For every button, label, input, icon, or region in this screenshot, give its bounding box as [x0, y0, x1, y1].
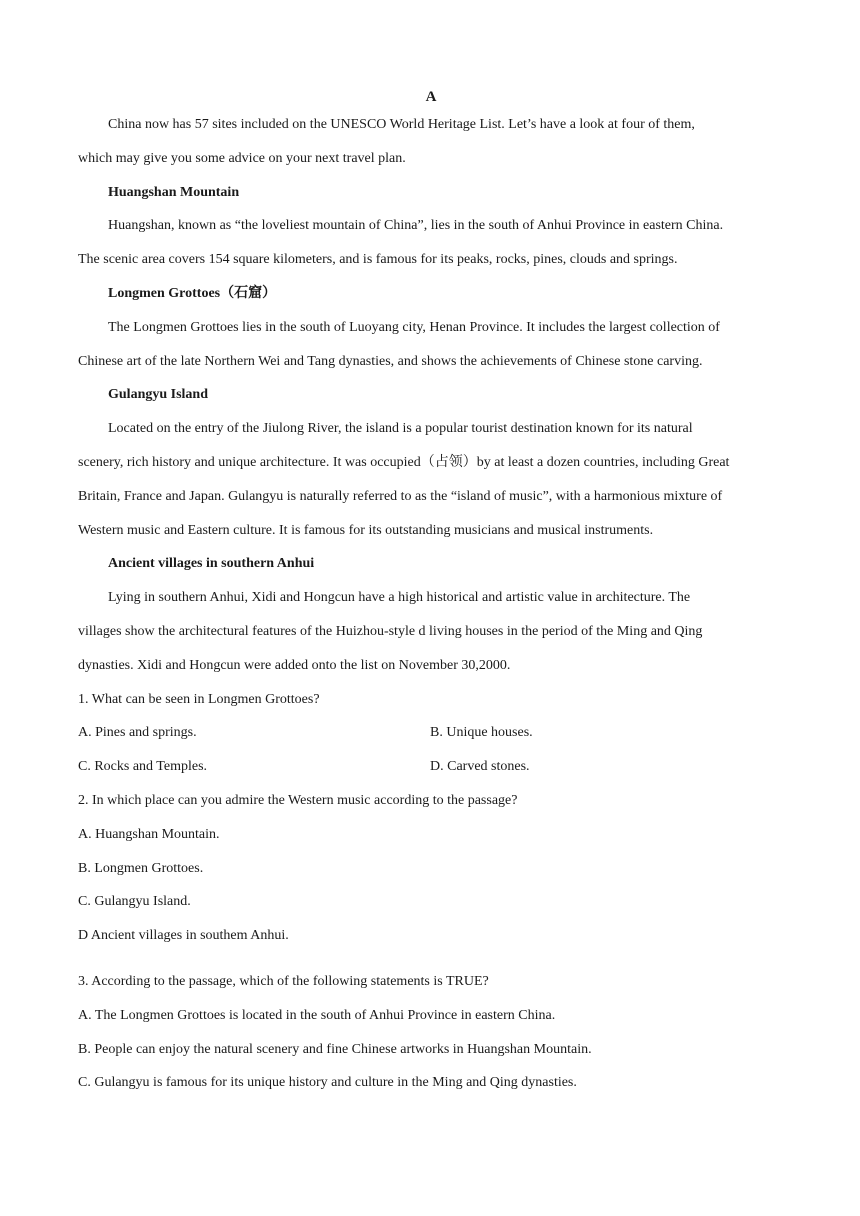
paragraph-line: dynasties. Xidi and Hongcun were added onto the list on November 30,2000.	[78, 657, 511, 673]
paragraph-line: Britain, France and Japan. Gulangyu is naturally referred to as the “island of music”, with a harmonious mixture of	[78, 488, 723, 504]
paragraph-line: Lying in southern Anhui, Xidi and Hongcun have a high historical and artistic value in architecture. The	[108, 590, 691, 606]
paragraph-line: Huangshan, known as “the loveliest mountain of China”, lies in the south of Anhui Province in eastern China.	[108, 218, 724, 234]
option-c[interactable]: C. Gulangyu is famous for its unique history and culture in the Ming and Qing dynasties.	[78, 1075, 577, 1091]
document-page	[78, 86, 784, 1106]
option-b[interactable]: B. Unique houses.	[430, 725, 533, 741]
option-a[interactable]: A. Pines and springs.	[78, 725, 197, 741]
section-title: A	[425, 89, 437, 105]
spacer	[78, 959, 784, 971]
paragraph-line: villages show the architectural features of the Huizhou-style d living houses in the period of the Ming and Qing	[78, 623, 703, 639]
option-d[interactable]: D. Carved stones.	[430, 759, 530, 775]
paragraph-line: Western music and Eastern culture. It is famous for its outstanding musicians and musical instruments.	[78, 522, 654, 538]
heading-anhui-villages: Ancient villages in southern Anhui	[108, 556, 315, 572]
heading-longmen: Longmen Grottoes（石窟）	[108, 285, 277, 301]
option-b[interactable]: B. People can enjoy the natural scenery and fine Chinese artworks in Huangshan Mountain.	[78, 1041, 592, 1057]
paragraph-line: Located on the entry of the Jiulong River, the island is a popular tourist destination known for its natural	[108, 421, 693, 437]
option-a[interactable]: A. The Longmen Grottoes is located in the south of Anhui Province in eastern China.	[78, 1007, 556, 1023]
option-a[interactable]: A. Huangshan Mountain.	[78, 826, 220, 842]
question-1-stem: 1. What can be seen in Longmen Grottoes?	[78, 691, 320, 707]
question-1-options-row	[78, 722, 784, 756]
option-b[interactable]: B. Longmen Grottoes.	[78, 860, 204, 876]
paragraph-line: The Longmen Grottoes lies in the south of Luoyang city, Henan Province. It includes the largest collection of	[108, 319, 720, 335]
question-3-stem: 3. According to the passage, which of the following statements is TRUE?	[78, 973, 489, 989]
question-1-options-row	[78, 756, 784, 790]
intro-line-2: which may give you some advice on your next travel plan.	[78, 150, 406, 166]
heading-huangshan: Huangshan Mountain	[108, 184, 240, 200]
paragraph-line: Chinese art of the late Northern Wei and Tang dynasties, and shows the achievements of Chinese stone carving.	[78, 353, 703, 369]
intro-line-1: China now has 57 sites included on the UNESCO World Heritage List. Let’s have a look at four of them,	[108, 117, 695, 132]
option-d[interactable]: D Ancient villages in southem Anhui.	[78, 928, 289, 944]
paragraph-line: The scenic area covers 154 square kilometers, and is famous for its peaks, rocks, pines, clouds and springs.	[78, 252, 678, 268]
option-c[interactable]: C. Rocks and Temples.	[78, 759, 208, 775]
heading-gulangyu: Gulangyu Island	[108, 387, 208, 403]
paragraph-line: scenery, rich history and unique architecture. It was occupied（占领）by at least a dozen countries, including Great	[78, 454, 730, 470]
question-2-stem: 2. In which place can you admire the Western music according to the passage?	[78, 792, 518, 808]
option-c[interactable]: C. Gulangyu Island.	[78, 894, 191, 910]
